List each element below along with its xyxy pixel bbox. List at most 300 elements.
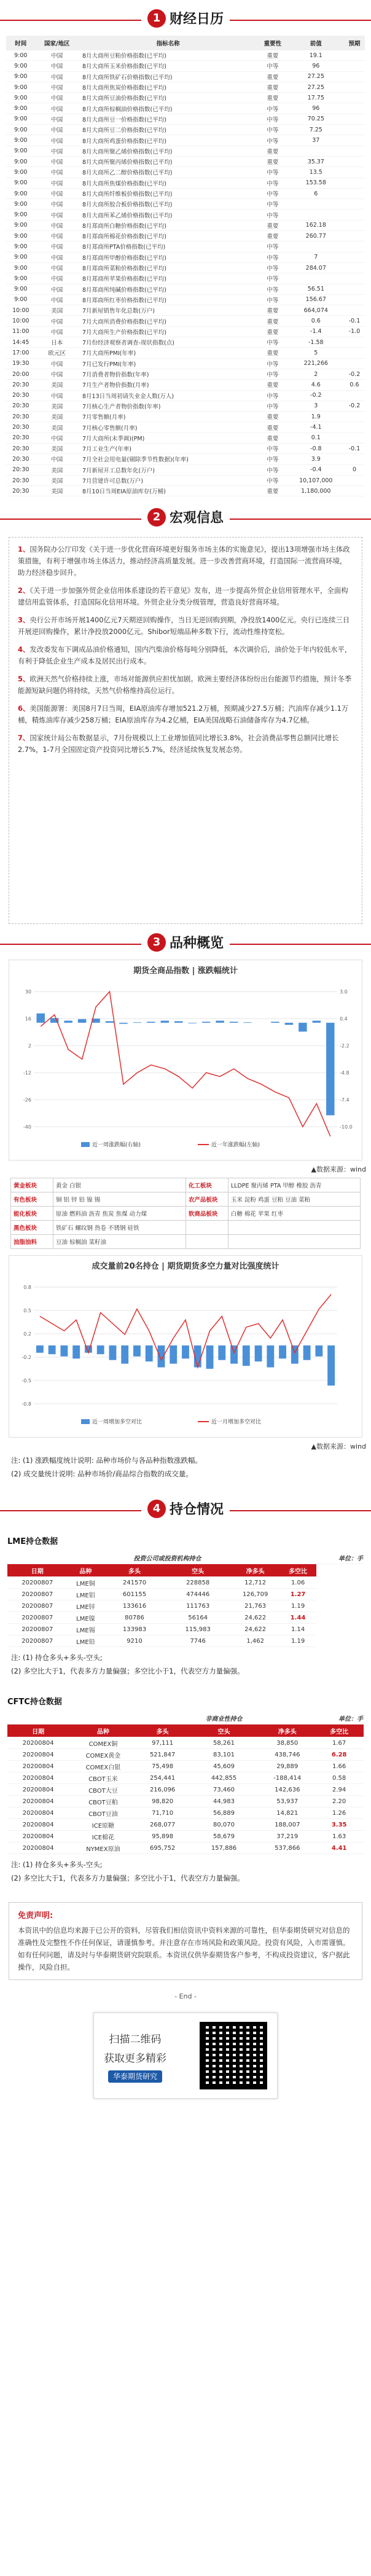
calendar-cell: 10:00 [6, 316, 36, 326]
calendar-cell: 8月大商所聚丙烯价格指数(已平均) [79, 156, 257, 166]
table-cell: 1.27 [280, 1589, 316, 1600]
table-cell: 14,821 [260, 1807, 314, 1819]
sector-cell: LLDPE 聚丙烯 PTA 甲醇 橡胶 沥青 [228, 1178, 360, 1192]
calendar-cell [344, 199, 365, 209]
calendar-cell: 中国 [36, 114, 79, 124]
sector-row [11, 1192, 361, 1207]
sector-cell [186, 1235, 228, 1249]
calendar-cell: 中国 [36, 71, 79, 82]
calendar-row [6, 464, 365, 475]
calendar-cell: 中国 [36, 61, 79, 71]
qr-brand: 华泰期货研究 [108, 2070, 162, 2083]
calendar-row [6, 146, 365, 156]
table-cell: 38,850 [260, 1737, 314, 1749]
header-cell: 多空比 [314, 1725, 364, 1737]
calendar-cell: 重要 [257, 305, 287, 316]
table-row [7, 1749, 364, 1761]
table-cell: 80,070 [188, 1819, 260, 1831]
sector-table [10, 1178, 361, 1249]
header-cell: 品种 [67, 1564, 104, 1577]
calendar-cell: 14:45 [6, 337, 36, 348]
calendar-cell: 0.6 [344, 380, 365, 390]
table-cell: 2.20 [314, 1796, 364, 1807]
table-cell: 20200804 [7, 1796, 69, 1807]
calendar-cell: 20:30 [6, 390, 36, 401]
bar [299, 1023, 307, 1032]
super-header-cell [138, 1712, 188, 1725]
table-cell: 29,889 [260, 1761, 314, 1772]
super-header-cell [67, 1551, 104, 1564]
super-header-cell: 非商业性持仓 [188, 1712, 260, 1725]
y2-tick-label: -4.8 [340, 1070, 350, 1076]
y-tick-label: 0.8 [23, 1285, 31, 1291]
section-title: 品种概览 [169, 936, 224, 952]
cftc-note-1: 注: (1) 持仓多头+多头-空头; [11, 1860, 103, 1869]
macro-item [18, 544, 353, 579]
sector-cell: 油脂油料 [11, 1235, 53, 1249]
calendar-header: 预期 [344, 36, 365, 50]
macro-item-number: 7、 [18, 734, 30, 743]
calendar-cell: 9:00 [6, 146, 36, 156]
calendar-cell: 7月新屋开工总数年化(万户) [79, 464, 257, 475]
calendar-cell: 9:00 [6, 167, 36, 178]
table-cell: 1.14 [280, 1624, 316, 1635]
y-tick-label: 2 [28, 1043, 31, 1049]
calendar-cell: 美国 [36, 412, 79, 422]
calendar-cell: 20:30 [6, 486, 36, 496]
calendar-row [6, 125, 365, 135]
lme-note-2: (2) 多空比大于1，代表多方力量偏强；多空比小于1，代表空方力量偏强。 [11, 1667, 244, 1676]
calendar-row [6, 412, 365, 422]
calendar-cell: 中国 [36, 209, 79, 220]
data-source: ▲数据来源：wind [311, 1443, 366, 1451]
table-cell: 24,622 [231, 1612, 280, 1624]
section-header-overview [0, 931, 371, 956]
table-cell: 21,763 [231, 1600, 280, 1612]
calendar-cell: 8月大商所纤维板价格指数(已平均) [79, 188, 257, 198]
calendar-cell: 19:30 [6, 358, 36, 369]
calendar-cell: 20:30 [6, 454, 36, 464]
table-cell: 20200807 [7, 1589, 67, 1600]
table-row [7, 1624, 364, 1635]
calendar-cell [344, 252, 365, 262]
table-cell: 142,636 [260, 1784, 314, 1796]
table-row [7, 1600, 364, 1612]
calendar-cell: 20:30 [6, 380, 36, 390]
calendar-row [6, 433, 365, 443]
sector-cell: 玉米 淀粉 鸡蛋 豆粕 豆油 菜粕 [228, 1192, 360, 1207]
calendar-cell: 6 [288, 188, 344, 198]
calendar-cell: 中等 [257, 125, 287, 135]
calendar-cell: 中等 [257, 284, 287, 294]
table-cell: ICE原糖 [69, 1819, 137, 1831]
table-cell: 3.35 [314, 1819, 364, 1831]
calendar-cell: 日本 [36, 337, 79, 348]
calendar-cell: 20:30 [6, 422, 36, 433]
calendar-cell: 中国 [36, 358, 79, 369]
calendar-cell: 重要 [257, 71, 287, 82]
table-cell: 1.63 [314, 1831, 364, 1842]
chart-title: 成交量前20名持仓 | 期货期货多空力量对比强度统计 [92, 1262, 279, 1272]
calendar-cell: 7月生产者物价指数(月率) [79, 380, 257, 390]
calendar-cell [288, 199, 344, 209]
sector-cell: 软商品板块 [186, 1207, 228, 1221]
calendar-cell: 中等 [257, 188, 287, 198]
calendar-cell: 8月郑商所白糖价格指数(已平均) [79, 220, 257, 230]
calendar-row [6, 326, 365, 337]
y-tick-label: -40 [23, 1124, 31, 1130]
table-cell: 1.67 [314, 1737, 364, 1749]
calendar-cell: 中等 [257, 369, 287, 379]
super-header-cell: 投资公司或投资机构持仓 [104, 1551, 230, 1564]
macro-item-text: 发改委发布下调成品油价格通知，国内汽柴油价格每吨分别降低，本次调价后，油价处于年内较低水平，有利于降低企业生产成本及居民出行成本。 [18, 645, 352, 666]
bar [327, 1345, 335, 1385]
macro-item-text: 国务院办公厅印发《关于进一步优化营商环境更好服务市场主体的实施意见》，提出13项增强市场主体政策措施，有利于增强市场主体活力，推动经济高质量发展。进一步改善营商环境，打造国际一流营商环境，助力经济稳步回升。 [18, 545, 350, 577]
calendar-cell [344, 284, 365, 294]
calendar-cell: 7月工业生产(年率) [79, 443, 257, 453]
calendar-cell [288, 241, 344, 252]
calendar-cell: 221,266 [288, 358, 344, 369]
calendar-cell: 9:00 [6, 252, 36, 262]
calendar-row [6, 337, 365, 348]
calendar-cell: 17.75 [288, 93, 344, 103]
unit-label: 单位：手 [316, 1551, 364, 1564]
calendar-header: 重要性 [257, 36, 287, 50]
calendar-cell: 9:00 [6, 220, 36, 230]
calendar-cell [344, 156, 365, 166]
table-cell: 56,889 [188, 1807, 260, 1819]
table-cell: LME锌 [67, 1600, 104, 1612]
calendar-cell: 中等 [257, 61, 287, 71]
bar [182, 1345, 189, 1358]
super-header-cell [280, 1551, 316, 1564]
calendar-cell [344, 486, 365, 496]
calendar-cell: 7月已发行PMI(年率) [79, 358, 257, 369]
header-cell: 多头 [104, 1564, 165, 1577]
table-cell: 1.19 [280, 1635, 316, 1647]
end-mark: - End - [174, 1992, 197, 2001]
table-cell: 1.26 [314, 1807, 364, 1819]
section-title: 宏观信息 [169, 511, 224, 527]
table-cell: 1.66 [314, 1761, 364, 1772]
calendar-cell: 19.1 [288, 50, 344, 61]
y-tick-label: -26 [23, 1097, 31, 1103]
calendar-cell [344, 390, 365, 401]
table-cell: 20200804 [7, 1842, 69, 1854]
calendar-cell: 7 [288, 252, 344, 262]
calendar-cell: 美国 [36, 305, 79, 316]
calendar-cell [344, 178, 365, 188]
y-tick-label: 16 [25, 1016, 31, 1022]
calendar-cell: 中等 [257, 273, 287, 284]
table-row [7, 1796, 364, 1807]
table-cell: 20200804 [7, 1784, 69, 1796]
calendar-cell: 重要 [257, 326, 287, 337]
calendar-cell: -1.4 [288, 326, 344, 337]
y2-tick-label: 0.4 [340, 1016, 348, 1022]
calendar-row [6, 93, 365, 103]
table-super-header [7, 1551, 364, 1564]
calendar-cell: 35.37 [288, 156, 344, 166]
series-line [41, 992, 330, 1137]
calendar-row [6, 348, 365, 358]
calendar-row [6, 188, 365, 198]
calendar-cell: 27.25 [288, 82, 344, 92]
calendar-cell: 20:30 [6, 412, 36, 422]
calendar-cell: 20:00 [6, 369, 36, 379]
calendar-cell: 7月大商所生产价格指数(已平均) [79, 326, 257, 337]
header-cell: 多头 [138, 1725, 188, 1737]
sector-row [11, 1221, 361, 1235]
calendar-cell: 7月营建许可总数(万户) [79, 475, 257, 485]
super-header-cell [7, 1551, 67, 1564]
table-cell: 20200804 [7, 1772, 69, 1784]
calendar-cell: 重要 [257, 156, 287, 166]
calendar-cell: 中等 [257, 178, 287, 188]
table-cell: 2.94 [314, 1784, 364, 1796]
calendar-cell: 中国 [36, 167, 79, 178]
super-header-cell [231, 1551, 280, 1564]
calendar-cell: -0.8 [288, 443, 344, 453]
table-cell: 20200804 [7, 1737, 69, 1749]
macro-item-text: 欧洲天然气价格持续上涨，市场对能源供应担忧加剧。欧洲主要经济体纷纷出台能源节约措施，预计冬季能源短缺问题仍将持续，天然气价格维持高位运行。 [18, 675, 352, 695]
bar [147, 1022, 155, 1024]
sector-cell: 原油 燃料油 沥青 焦炭 焦煤 动力煤 [53, 1207, 186, 1221]
bar [271, 1022, 279, 1024]
table-cell: LME铝 [67, 1589, 104, 1600]
calendar-cell: 3 [288, 401, 344, 411]
table-cell: COMEX黄金 [69, 1749, 137, 1761]
calendar-cell: 8月大商所铁矿石价格指数(已平均) [79, 71, 257, 82]
table-cell: 126,709 [231, 1589, 280, 1600]
calendar-cell [344, 273, 365, 284]
table-cell: COMEX白银 [69, 1761, 137, 1772]
calendar-cell: 7月新屋销售年化总数(万户) [79, 305, 257, 316]
chart-title: 期货全商品指数 | 涨跌幅统计 [133, 966, 238, 976]
calendar-cell: 9:00 [6, 262, 36, 273]
calendar-cell: 中国 [36, 231, 79, 241]
calendar-cell: 9:00 [6, 82, 36, 92]
table-cell: 20200804 [7, 1749, 69, 1761]
calendar-cell [344, 188, 365, 198]
calendar-row [6, 358, 365, 369]
header-cell: 净多头 [231, 1564, 280, 1577]
calendar-cell: 中国 [36, 199, 79, 209]
sector-cell: 黄金板块 [11, 1178, 53, 1192]
calendar-row [6, 273, 365, 284]
calendar-cell: 27.25 [288, 71, 344, 82]
calendar-cell: 重要 [257, 433, 287, 443]
calendar-cell: -0.1 [344, 443, 365, 453]
calendar-cell: 中等 [257, 199, 287, 209]
table-row [7, 1589, 364, 1600]
calendar-cell: 9:00 [6, 188, 36, 198]
calendar-header: 时间 [6, 36, 36, 50]
table-cell: 58,679 [188, 1831, 260, 1842]
calendar-cell [344, 348, 365, 358]
sector-row [11, 1207, 361, 1221]
table-cell: 1.19 [280, 1600, 316, 1612]
header-cell: 品种 [69, 1725, 137, 1737]
bar [230, 1022, 238, 1024]
calendar-cell: 7月核心零售额(月率) [79, 422, 257, 433]
calendar-row [6, 294, 365, 305]
table-cell: LME镍 [67, 1612, 104, 1624]
calendar-cell: 重要 [257, 93, 287, 103]
qr-card [93, 2013, 278, 2099]
calendar-row [6, 475, 365, 485]
super-header-cell [7, 1712, 69, 1725]
calendar-row [6, 209, 365, 220]
macro-item-text: 美国能源署：美国8月7日当周，EIA原油库存增加521.2万桶，预期减少27.5万桶；汽油库存减少1.1万桶，精炼油库存减少258万桶；EIA原油库存为4.2亿桶，EIA美国战略石油储备库存为4.7亿桶。 [18, 704, 349, 725]
calendar-cell: 中等 [257, 337, 287, 348]
calendar-cell: 56.51 [288, 284, 344, 294]
cftc-note-2: (2) 多空比大于1，代表多方力量偏强；多空比小于1，代表空方力量偏强。 [11, 1874, 244, 1883]
sector-cell: 铜 铝 锌 铅 镍 锡 [53, 1192, 186, 1207]
y-tick-label: -0.8 [21, 1401, 31, 1407]
calendar-cell [344, 412, 365, 422]
calendar-cell [344, 125, 365, 135]
calendar-cell: 中国 [36, 178, 79, 188]
bar [146, 1345, 153, 1361]
calendar-cell: 260.77 [288, 231, 344, 241]
table-cell: 115,983 [165, 1624, 231, 1635]
note-1: 注: (1) 涨跌幅度统计说明: 品种市场价与各品种指数涨跌幅。 [11, 1456, 203, 1465]
table-cell: 20200807 [7, 1577, 67, 1589]
bar [119, 1023, 127, 1024]
macro-item [18, 614, 353, 638]
table-cell: 188,007 [260, 1819, 314, 1831]
calendar-cell: 中等 [257, 464, 287, 475]
bar [170, 1345, 177, 1364]
calendar-cell [344, 422, 365, 433]
calendar-cell: 10,107,000 [288, 475, 344, 485]
calendar-cell: 664,074 [288, 305, 344, 316]
bar [218, 1345, 225, 1360]
table-cell: 71,710 [138, 1807, 188, 1819]
table-row [7, 1737, 364, 1749]
calendar-cell: 中等 [257, 114, 287, 124]
calendar-cell: 8月大商所豆二价格指数(已平均) [79, 125, 257, 135]
table-cell: 20200804 [7, 1831, 69, 1842]
calendar-cell: 9:00 [6, 61, 36, 71]
table-cell: 45,609 [188, 1761, 260, 1772]
table-cell: 20200807 [7, 1635, 67, 1647]
calendar-cell: 重要 [257, 220, 287, 230]
table-cell: 83,101 [188, 1749, 260, 1761]
calendar-cell: -4.1 [288, 422, 344, 433]
legend-label: 近一年涨跌幅(左轴) [211, 1142, 260, 1149]
calendar-cell: 0.6 [288, 316, 344, 326]
sector-cell [228, 1221, 360, 1235]
calendar-cell: 8月大商所焦煤价格指数(已平均) [79, 178, 257, 188]
table-cell: COMEX铜 [69, 1737, 137, 1749]
calendar-cell [344, 337, 365, 348]
table-cell: 80786 [104, 1612, 165, 1624]
table-cell: 20200804 [7, 1819, 69, 1831]
calendar-cell: 中国 [36, 82, 79, 92]
qr-text-scan: 扫描二维码 [109, 2033, 162, 2046]
calendar-cell: 8月大商所豆一价格指数(已平均) [79, 114, 257, 124]
table-cell: 0.58 [314, 1772, 364, 1784]
calendar-cell: 8月大商所豆油价格指数(已平均) [79, 93, 257, 103]
section-header-positions [0, 1498, 371, 1522]
macro-news-box [9, 537, 362, 924]
calendar-row [6, 284, 365, 294]
calendar-cell: -0.2 [288, 390, 344, 401]
calendar-cell [344, 93, 365, 103]
lme-table [7, 1551, 364, 1647]
table-header [7, 1564, 364, 1577]
calendar-row [6, 422, 365, 433]
table-header [7, 1725, 364, 1737]
calendar-cell: 8月大商所苯乙烯价格指数(已平均) [79, 209, 257, 220]
table-cell: -188,414 [260, 1772, 314, 1784]
calendar-cell: 中国 [36, 284, 79, 294]
calendar-cell: 中国 [36, 103, 79, 114]
calendar-cell [344, 475, 365, 485]
calendar-cell: 美国 [36, 464, 79, 475]
sector-cell: 黄金 白银 [53, 1178, 186, 1192]
macro-item [18, 673, 353, 697]
table-cell: 601155 [104, 1589, 165, 1600]
disclaimer-text: 本资讯中的信息均来源于已公开的资料，尽管我们相信资讯中资料来源的可靠性，但华泰期货研究对信息的准确性及完整性不作任何保证，请谨慎参考。并注意存在市场风险和政策风险。投资有风险，入市需谨慎。如有任何问题，请及时与华泰期货研究院联系。本资讯仅供华泰期货客户参考，不构成投资建议，客户据此操作，风险自担。 [18, 1926, 350, 1972]
calendar-cell: 7月份经济观察者调查-现状指数(点) [79, 337, 257, 348]
table-row [7, 1842, 364, 1854]
calendar-row [6, 316, 365, 326]
calendar-cell: -0.2 [344, 401, 365, 411]
calendar-cell: 1,180,000 [288, 486, 344, 496]
legend-label: 近一周涨跌幅(右轴) [92, 1142, 141, 1149]
calendar-cell: 美国 [36, 401, 79, 411]
bar [174, 1022, 182, 1024]
calendar-cell: 中等 [257, 262, 287, 273]
table-cell: 7746 [165, 1635, 231, 1647]
calendar-cell: 156.67 [288, 294, 344, 305]
table-cell: ICE棉花 [69, 1831, 137, 1842]
calendar-row [6, 380, 365, 390]
calendar-cell: 9:00 [6, 156, 36, 166]
calendar-row [6, 305, 365, 316]
header-cell: 空头 [188, 1725, 260, 1737]
section-number: 3 [147, 933, 166, 952]
calendar-cell: 162.18 [288, 220, 344, 230]
table-cell: 6.28 [314, 1749, 364, 1761]
calendar-row [6, 61, 365, 71]
calendar-cell: 7月大商所PMI(年率) [79, 348, 257, 358]
bar [64, 1021, 72, 1023]
bar [313, 1021, 321, 1023]
calendar-cell: -0.1 [344, 316, 365, 326]
calendar-row [6, 71, 365, 82]
calendar-row [6, 135, 365, 146]
calendar-row [6, 231, 365, 241]
calendar-cell: 9:00 [6, 114, 36, 124]
calendar-cell: 重要 [257, 316, 287, 326]
y-tick-label: -0.5 [21, 1378, 31, 1384]
calendar-cell: 20:30 [6, 433, 36, 443]
calendar-cell: 中等 [257, 454, 287, 464]
calendar-cell [344, 71, 365, 82]
qr-code[interactable] [200, 2022, 267, 2089]
calendar-cell: 9:00 [6, 178, 36, 188]
calendar-cell: 中等 [257, 209, 287, 220]
table-cell: CBOT大豆 [69, 1784, 137, 1796]
calendar-cell: 中国 [36, 241, 79, 252]
calendar-cell [344, 220, 365, 230]
calendar-cell: 7月全社会用电量(剔除季节性数据)(年率) [79, 454, 257, 464]
calendar-cell: 17:00 [6, 348, 36, 358]
